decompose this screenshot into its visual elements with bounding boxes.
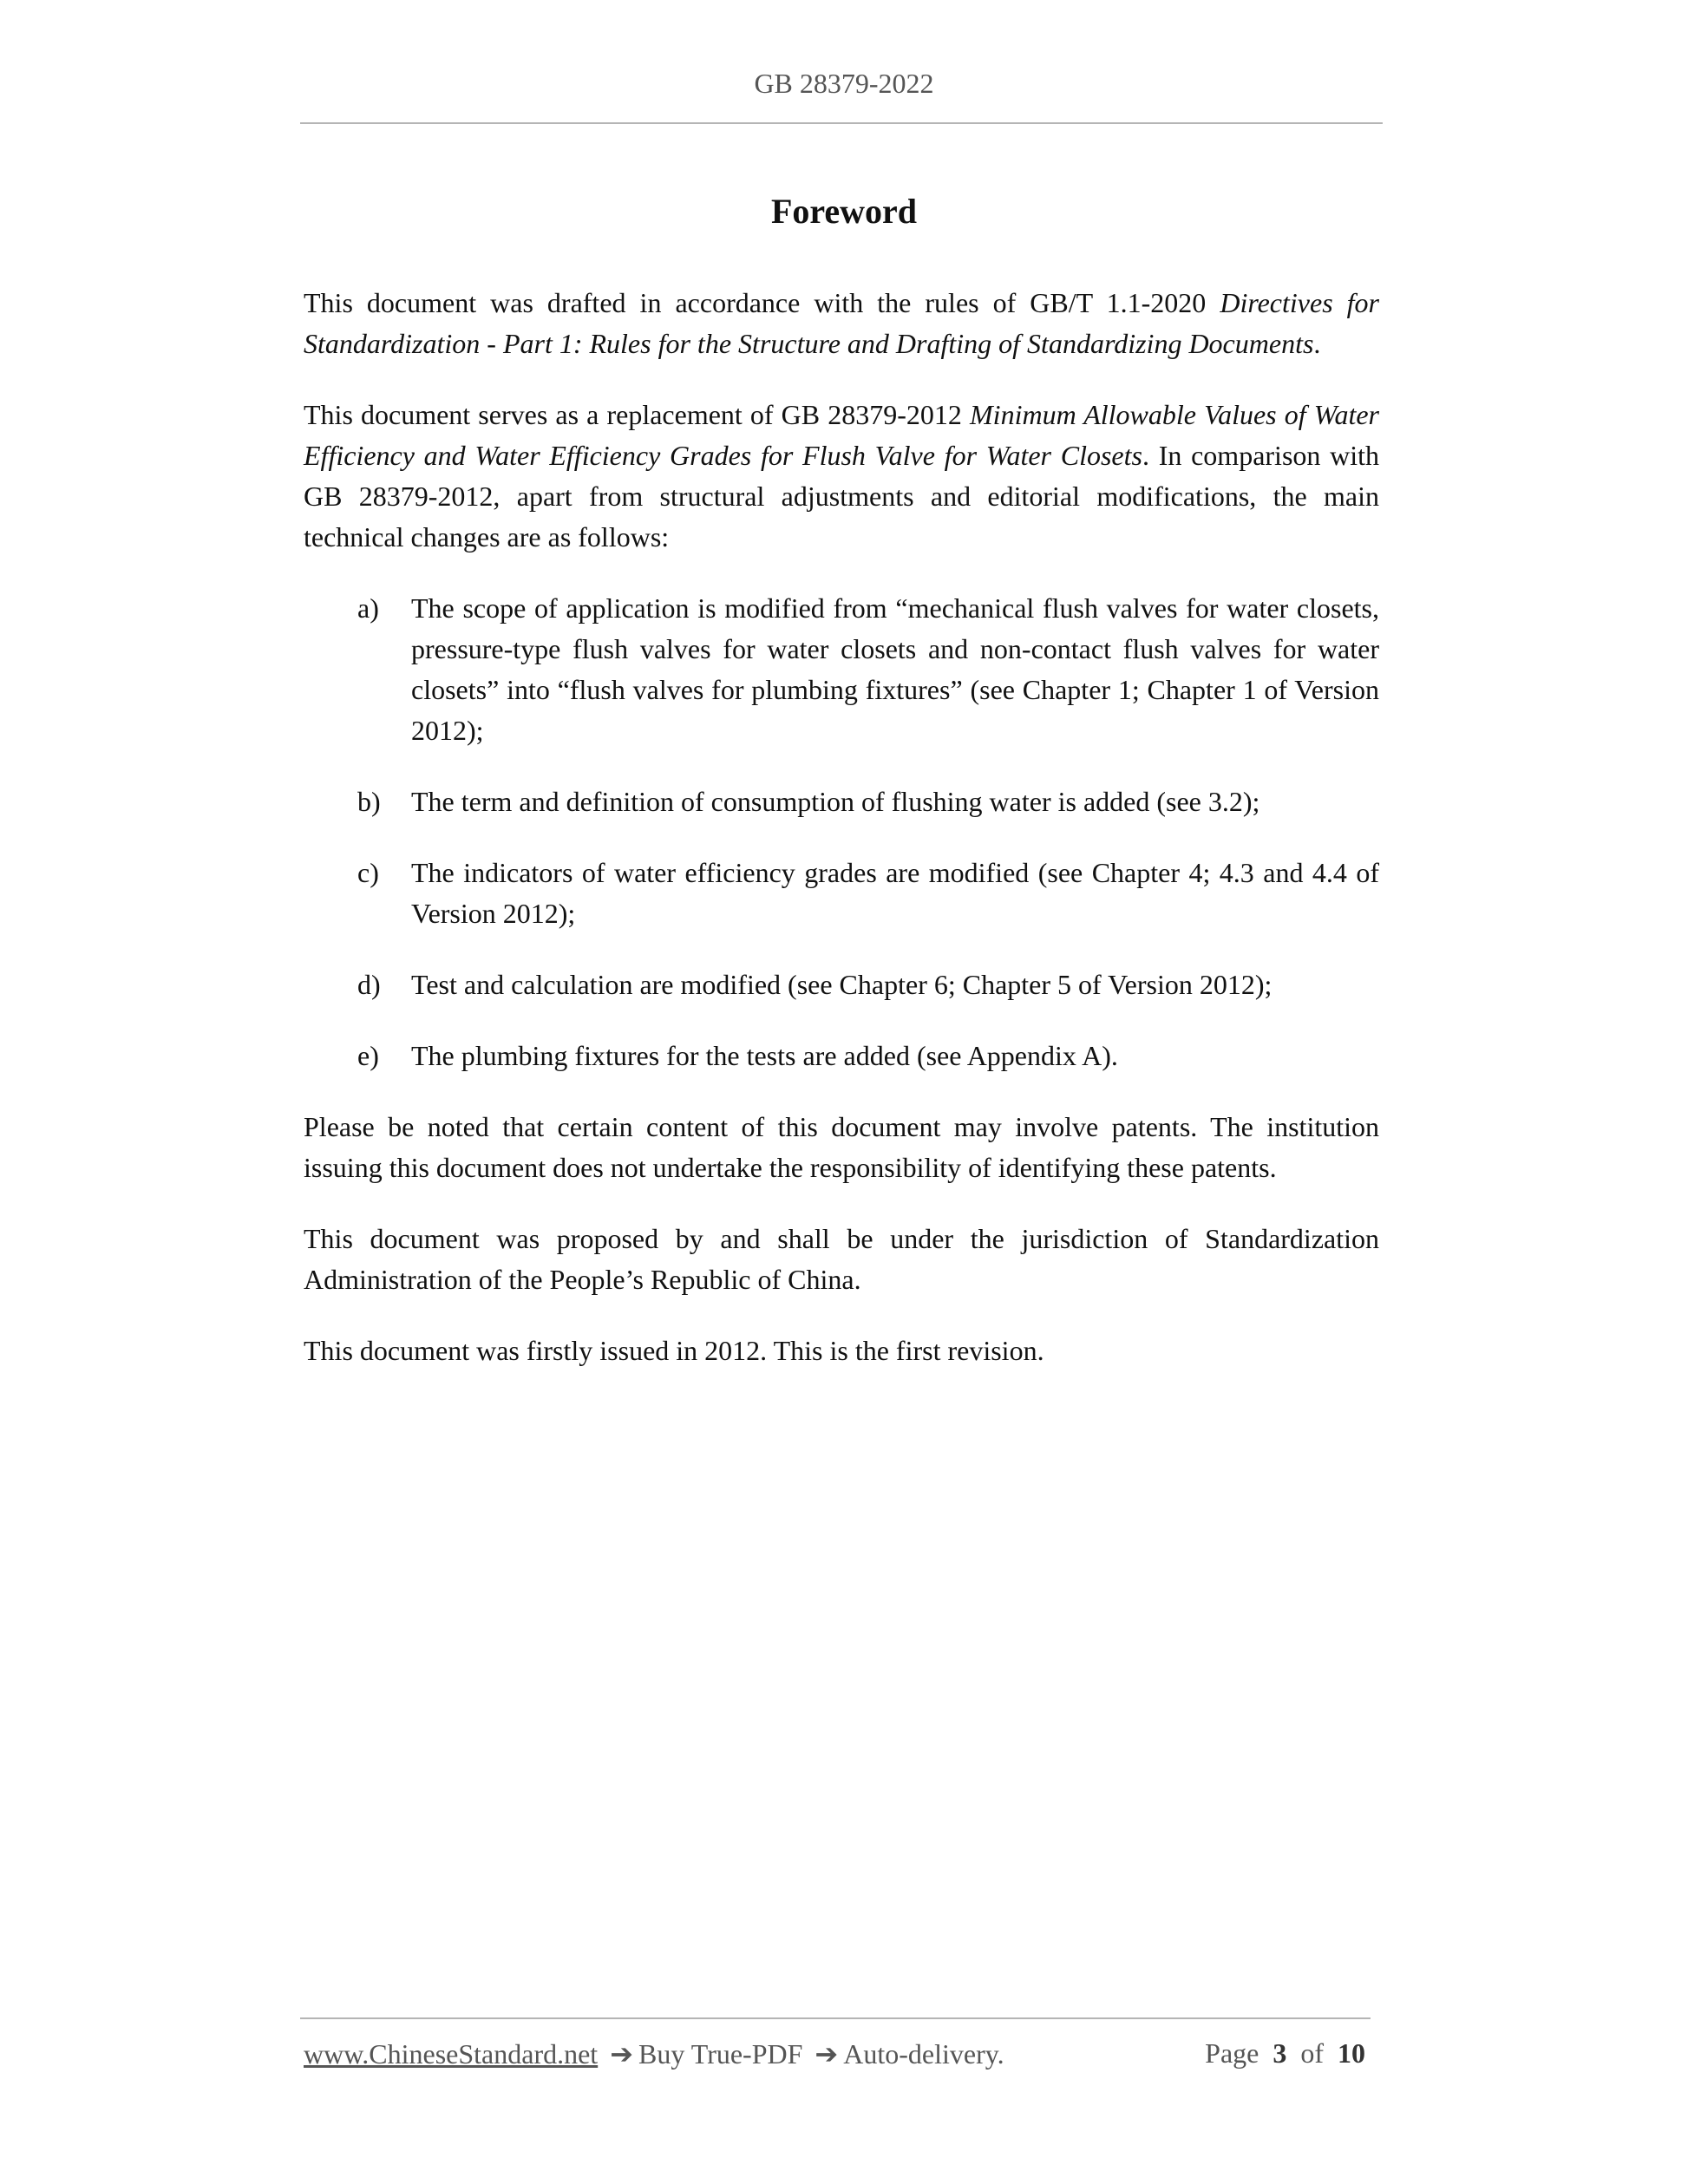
list-item: [304, 781, 1379, 822]
list-item-text: The indicators of water efficiency grades are modified (see Chapter 4; 4.3 and 4.4 of Version 2012);: [411, 857, 1379, 929]
paragraph-replacement: [304, 395, 1379, 558]
list-item-text: Test and calculation are modified (see Chapter 6; Chapter 5 of Version 2012);: [411, 969, 1273, 1000]
list-item: [304, 1036, 1379, 1076]
paragraph-text: This document serves as a replacement of GB 28379-2012: [304, 399, 971, 430]
list-marker: a): [357, 592, 379, 624]
current-page-number: 3: [1273, 2037, 1287, 2069]
paragraph-jurisdiction: This document was proposed by and shall be under the jurisdiction of Standardization Administration of the People’s Republic of China.: [304, 1223, 1379, 1295]
paragraph-drafting-rules: [304, 283, 1379, 364]
document-body: [304, 283, 1379, 1402]
list-marker: e): [357, 1040, 379, 1071]
replaced-standard-title: Minimum Allowable Values of Water Efficiency and Water Efficiency Grades for Flush Valve for Water Closets: [304, 399, 1380, 471]
list-item-text: The term and definition of consumption of flushing water is added (see 3.2);: [411, 786, 1260, 817]
page-indicator: [1205, 2037, 1365, 2070]
paragraph-patents: Please be noted that certain content of this document may involve patents. The institution issuing this document does not undertake the responsibility of identifying these patents.: [304, 1111, 1379, 1183]
arrow-right-icon: ➔: [815, 2038, 839, 2070]
page-of-label: of: [1300, 2037, 1324, 2069]
total-pages-number: 10: [1338, 2037, 1365, 2069]
list-item-text: The plumbing fixtures for the tests are added (see Appendix A).: [411, 1040, 1118, 1071]
page-title: Foreword: [770, 192, 918, 231]
paragraph-revision: This document was firstly issued in 2012. This is the first revision.: [304, 1335, 1044, 1366]
page-label: Page: [1205, 2037, 1259, 2069]
list-item: [304, 853, 1379, 934]
footer-promo: [304, 2037, 1004, 2070]
header-divider: [300, 122, 1383, 124]
paragraph-end: . In comparison with GB 28379-2012, apart from structural adjustments and editorial modifications, the main technical changes are as follows:: [304, 440, 1380, 553]
list-item: [304, 588, 1379, 751]
buy-text: Buy True-PDF: [638, 2038, 803, 2070]
list-marker: b): [357, 786, 381, 817]
list-marker: d): [357, 969, 381, 1000]
cited-standard-title: Directives for Standardization - Part 1: Rules for the Structure and Drafting of Standardizing Documents: [304, 287, 1380, 359]
list-item-text: The scope of application is modified from “mechanical flush valves for water closets, pressure-type flush valves for water closets and non-contact flush valves for water closets” into “flush valves for plumbing fixtures” (see Chapter 1; Chapter 1 of Version 2012);: [411, 592, 1379, 746]
paragraph-text: This document was drafted in accordance with the rules of GB/T 1.1-2020: [304, 287, 1220, 318]
footer-divider: [300, 2017, 1371, 2019]
list-marker: c): [357, 857, 379, 888]
running-header: GB 28379-2022: [754, 68, 934, 99]
website-link[interactable]: www.ChineseStandard.net: [304, 2038, 599, 2070]
paragraph-end: .: [1313, 328, 1321, 359]
list-item: [304, 964, 1379, 1005]
arrow-right-icon: ➔: [610, 2038, 633, 2070]
delivery-text: Auto-delivery.: [843, 2038, 1004, 2070]
